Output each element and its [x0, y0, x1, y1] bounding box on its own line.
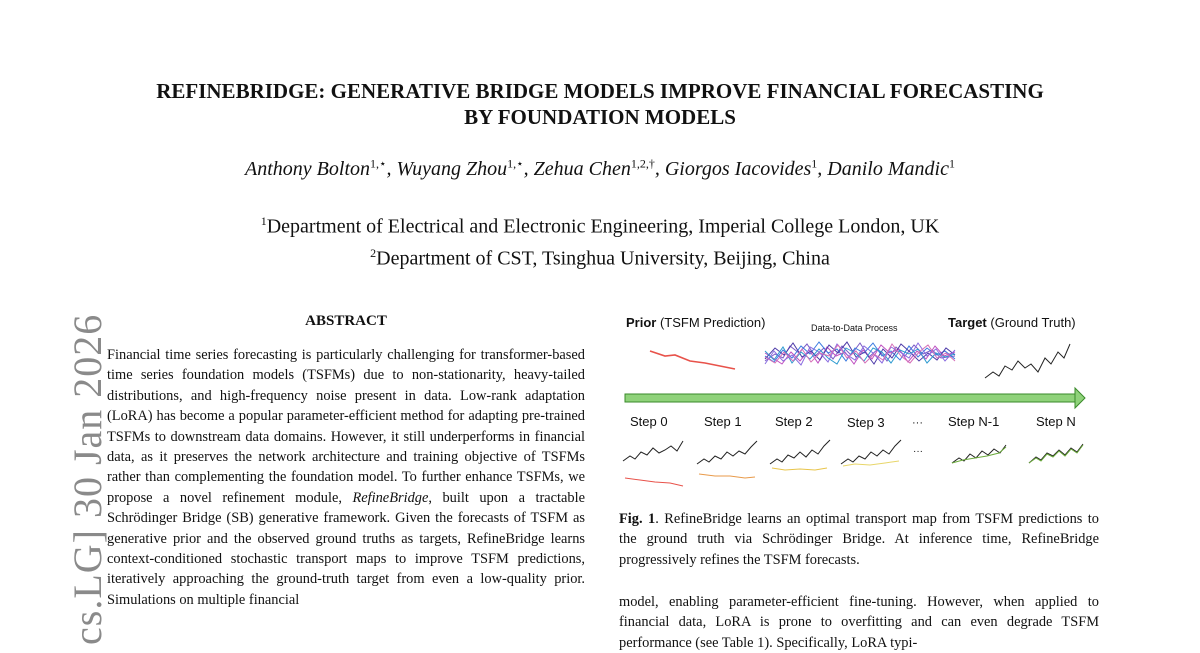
title-line-2: BY FOUNDATION MODELS	[464, 105, 736, 129]
step-label: Step N	[1036, 414, 1076, 429]
bridge-paths	[765, 342, 955, 365]
target-series	[985, 344, 1070, 378]
abstract-body: Financial time series forecasting is particularly challenging for transformer-based time series foundation models (TSFMs) due to non-stationarity, heavy-tailed distributions, and high-frequency noise present in data. Low-rank adaptation (LoRA) has become a popular parameter-efficient method for adapting pre-trained TSFMs to downstream data domains. However, it still underperforms in financial data, as it preserves the network architecture and training objective of TSFMs rather than complementing the foundation model. To further enhance TSFMs, we propose a novel refinement module, RefineBridge, built upon a tractable Schrödinger Bridge (SB) generative framework. Given the forecasts of TSFM as generative prior and the observed ground truths as targets, RefineBridge learns context-conditioned stochastic transport maps to improve TSFM predictions, iteratively approaching the ground-truth target from even a low-quality prior. Simulations on multiple financial	[107, 347, 585, 608]
step-label: Step 0	[630, 414, 668, 429]
title-line-1: REFINEBRIDGE: GENERATIVE BRIDGE MODELS IMPROVE FINANCIAL FORECASTING	[156, 79, 1044, 103]
step-label: Step N-1	[948, 414, 1000, 429]
sample-ellipsis: ···	[913, 446, 923, 457]
step-ellipsis: ···	[912, 417, 923, 429]
author-list: Anthony Bolton$^{1,⋆}$, Wuyang Zhou$^{1,⋆}$, Zehua Chen$^{1,2,\dagger}$, Giorgos Iacovides$^1$, Danilo Mandic$^1$	[245, 156, 955, 180]
body-text: model, enabling parameter-efficient fine-tuning. However, when applied to financial data, LoRA is prone to overfitting and can even degrade TSFM performance (see Table 1). Specifically, LoRA typi-	[619, 594, 1099, 651]
prior-label: Prior (TSFM Prediction)	[626, 315, 766, 330]
process-label: Data-to-Data Process	[811, 323, 898, 333]
affiliation-1: $^1$Department of Electrical and Electronic Engineering, Imperial College London, UK	[260, 214, 940, 238]
progress-arrow	[625, 388, 1085, 408]
figure-1	[615, 306, 1105, 496]
figure-caption: Fig. 1. RefineBridge learns an optimal transport map from TSFM predictions to the ground truth via Schrödinger Bridge. At inference time, RefineBridge progressively refines the TSFM forecasts.	[619, 511, 1099, 568]
abstract-heading: ABSTRACT	[305, 313, 387, 329]
prior-series	[650, 351, 735, 369]
step-label: Step 3	[847, 415, 885, 430]
author: Wuyang Zhou$^{1,⋆}$	[396, 156, 524, 180]
step-label: Step 1	[704, 414, 742, 429]
author: Danilo Mandic$^1$	[827, 156, 955, 180]
caption-label: Fig. 1	[619, 511, 656, 527]
method-name: RefineBridge	[352, 489, 429, 506]
paper-title	[60, 78, 1140, 130]
step-label: Step 2	[775, 414, 813, 429]
author: Zehua Chen$^{1,2,\dagger}$	[533, 156, 655, 180]
author: Giorgos Iacovides$^1$	[664, 156, 818, 180]
author: Anthony Bolton$^{1,⋆}$	[245, 156, 387, 180]
step-samples	[623, 440, 1083, 486]
figure-graphic	[615, 306, 1105, 496]
affiliations	[60, 208, 1140, 271]
target-label: Target (Ground Truth)	[948, 315, 1076, 330]
arxiv-stamp: cs.LG] 30 Jan 2026	[65, 313, 110, 645]
affiliation-2: $^2$Department of CST, Tsinghua University, Beijing, China	[370, 245, 830, 270]
